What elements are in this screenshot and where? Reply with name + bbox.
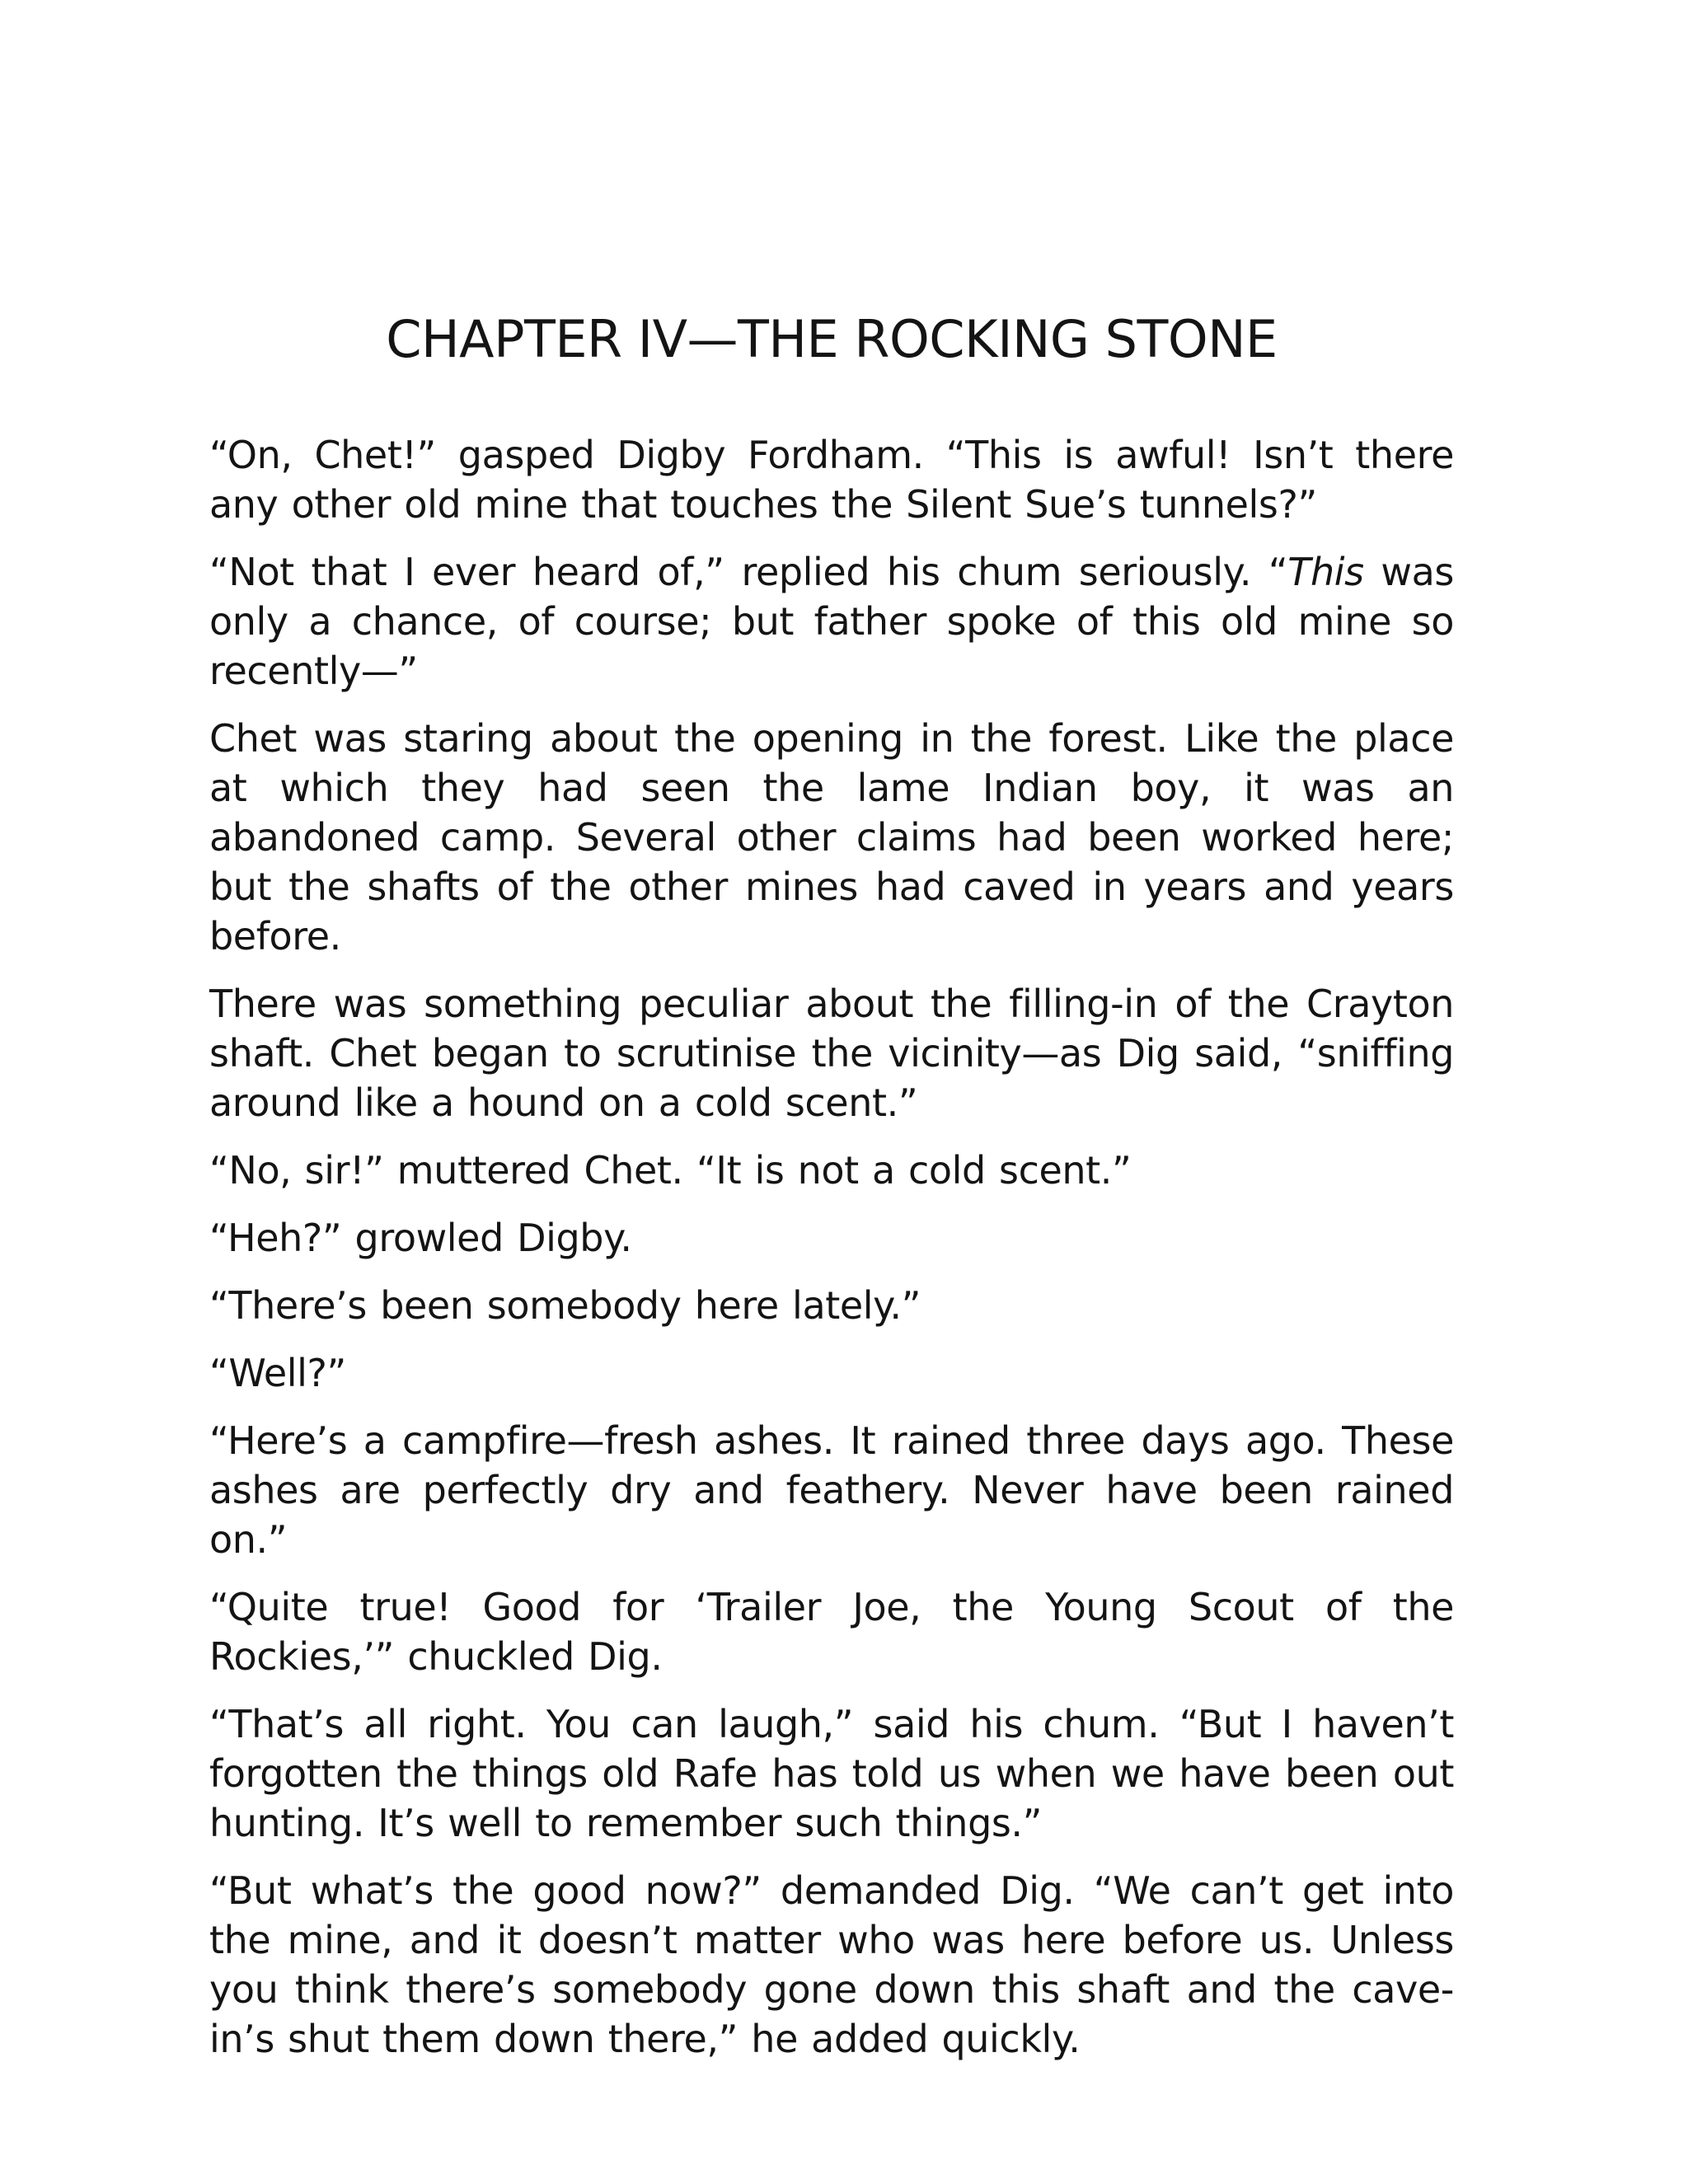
emphasized-word: This bbox=[1287, 550, 1364, 594]
paragraph: “There’s been somebody here lately.” bbox=[209, 1283, 921, 1328]
paragraph: “That’s all right. You can laugh,” said his chum. “But I haven’t forgotten the things old Rafe has told us when we have been out hunting. It’s well to remember such things.” bbox=[209, 1702, 1454, 1845]
chapter-title: CHAPTER IV—THE ROCKING STONE bbox=[386, 309, 1278, 369]
paragraph: “Well?” bbox=[209, 1351, 346, 1395]
paragraph-text: “Not that I ever heard of,” replied his chum seriously. “ bbox=[209, 550, 1288, 594]
paragraph: “No, sir!” muttered Chet. “It is not a cold scent.” bbox=[209, 1148, 1132, 1193]
paragraph: Chet was staring about the opening in the forest. Like the place at which they had seen the lame Indian boy, it was an abandoned camp. Several other claims had been worked here; but the shafts of the other mines had caved in years and years before. bbox=[209, 716, 1454, 958]
paragraph-text: was only a chance, of course; but father spoke of this old mine so recently—” bbox=[209, 550, 1454, 693]
paragraph bbox=[209, 547, 1454, 696]
paragraph: “Here’s a campfire—fresh ashes. It rained three days ago. These ashes are perfectly dry and feathery. Never have been rained on.” bbox=[209, 1418, 1454, 1562]
paragraph: “Quite true! Good for ‘Trailer Joe, the Young Scout of the Rockies,’” chuckled Dig. bbox=[209, 1585, 1454, 1679]
paragraph: “But what’s the good now?” demanded Dig. “We can’t get into the mine, and it doesn’t matter who was here before us. Unless you think there’s somebody gone down this shaft and the cave-in’s shut them down there,” he added quickly. bbox=[209, 1868, 1454, 2061]
paragraph: “Heh?” growled Digby. bbox=[209, 1216, 632, 1260]
paragraph: There was something peculiar about the filling-in of the Crayton shaft. Chet began to scrutinise the vicinity—as Dig said, “sniffing around like a hound on a cold scent.” bbox=[209, 982, 1454, 1125]
paragraph: “On, Chet!” gasped Digby Fordham. “This is awful! Isn’t there any other old mine that touches the Silent Sue’s tunnels?” bbox=[209, 433, 1454, 527]
book-page bbox=[209, 307, 1454, 2082]
